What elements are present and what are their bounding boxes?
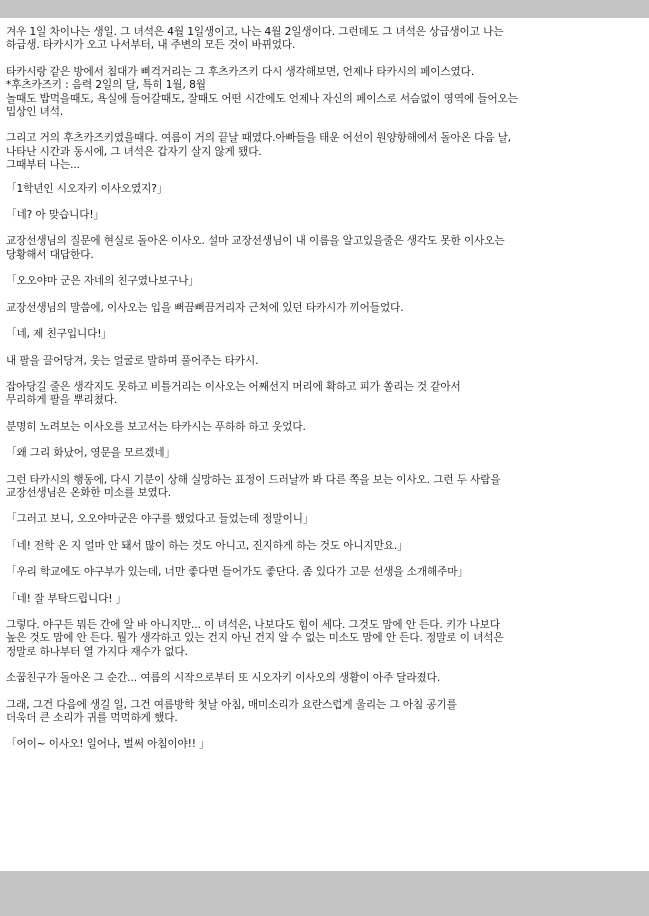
top-gray-margin (0, 0, 649, 18)
paragraph-childhood-friend: 소꿉친구가 돌아온 그 순간... 여름의 시작으로부터 또 시오자키 이사오의 생활이 아주 달라졌다. (6, 672, 441, 685)
dialogue-line: 「네, 제 친구입니다!」 (6, 328, 112, 341)
dialogue-line: 「네? 아 맞습니다!」 (6, 209, 104, 222)
document-page (0, 18, 649, 871)
paragraph-stumble: 잡아당길 줄은 생각지도 못하고 비틀거리는 이사오는 어째선지 머리에 확하고 피가 쏠리는 것 같아서 무리하게 팔을 뿌리쳤다. (6, 380, 461, 407)
paragraph-summer-morning: 그래, 그건 다음에 생길 일, 그건 여름방학 첫날 아침, 매미소리가 요란스럽게 울리는 그 아침 공기를 더욱더 큰 소리가 귀를 먹먹하게 했다. (6, 698, 457, 724)
paragraph-annoyance: 그렇다. 야구든 뭐든 간에 알 바 아니지만... 이 녀석은, 나보다도 힘이 세다. 그것도 맘에 안 든다. 키가 나보다 높은 것도 맘에 안 든다. 뭘가 생각하고 있는 건지 아닌 건지 알 수 없는 미소도 맘에 안 든다. 정말로 이 녀석은 정말로 하나부터 열 가지다 재수가 없다. (6, 618, 504, 658)
paragraph-birthday: 겨우 1일 차이나는 생일. 그 녀석은 4월 1일생이고, 나는 4월 2일생이다. 그런데도 그 녀석은 상급생이고 나는 하급생. 타카시가 오고 나서부터, 내 주변의 모든 것이 바뀌었다. (6, 26, 504, 52)
dialogue-line: 「1학년인 시오자키 이사오였지?」 (6, 182, 168, 195)
dialogue-line: 「우리 학교에도 야구부가 있는데, 너만 좋다면 들어가도 좋단다. 좀 있다가 고문 선생을 소개해주마」 (6, 566, 468, 579)
paragraph-takashi-interrupts: 교장선생님의 말씀에, 이사오는 입을 뻐끔뻐끔거리자 근처에 있던 타카시가 끼어들었다. (6, 301, 404, 314)
story-text (6, 26, 634, 752)
dialogue-line: 「왜 그리 화났어, 영문을 모르겠네」 (6, 447, 176, 460)
paragraph-principal-smile: 그런 타카시의 행동에, 다시 기분이 상해 실망하는 표정이 드러날까 봐 다른 쪽을 보는 이사오. 그런 두 사람을 교장선생님은 온화한 미소를 보였다. (6, 473, 501, 499)
paragraph-glare: 분명히 노려보는 이사오를 보고서는 타카시는 푸하하 하고 웃었다. (6, 420, 306, 433)
dialogue-line: 「오오야마 군은 자네의 친구였나보구나」 (6, 275, 199, 288)
paragraph-arm-pull: 내 팔을 끌어당겨, 웃는 얼굴로 말하며 풀어주는 타카시. (6, 354, 259, 367)
paragraph-principal-question: 교장선생님의 질문에 현실로 돌아온 이사오. 설마 교장선생님이 내 이름을 알고있을줄은 생각도 못한 이사오는 당황해서 대답한다. (6, 235, 505, 261)
paragraph-futsukazuki: 타카시랑 같은 방에서 침대가 삐걱거리는 그 후츠카즈키 다시 생각해보면, 언제나 타카시의 페이스였다. *후츠카즈키 : 음력 2일의 달, 특히 1월, 8월 놀때도 밥먹을때도, 욕실에 들어갈때도, 잘때도 어떤 시간에도 언제나 자신의 페이스로 서슴없이 영역에 들어오는 밉상인 녀석. (6, 65, 518, 119)
dialogue-line: 「네! 잘 부탁드립니다! 」 (6, 592, 127, 605)
dialogue-line: 「어이~ 이사오! 일어나, 벌써 아침이야!! 」 (6, 738, 210, 751)
paragraph-summer-end: 그리고 거의 후츠카즈키였을때다. 여름이 거의 끝날 때였다.아빠들을 태운 어선이 원양항해에서 돌아온 다음 날, 나타난 시간과 동시에, 그 녀석은 갑자기 살지 않게 됐다. 그때부터 나는... (6, 132, 512, 172)
dialogue-line: 「그러고 보니, 오오야마군은 야구를 했었다고 들었는데 정말이니」 (6, 513, 314, 526)
dialogue-line: 「네! 전학 온 지 얼마 안 돼서 많이 하는 것도 아니고, 진지하게 하는 것도 아니지만요.」 (6, 539, 408, 552)
bottom-gray-margin (0, 871, 649, 916)
